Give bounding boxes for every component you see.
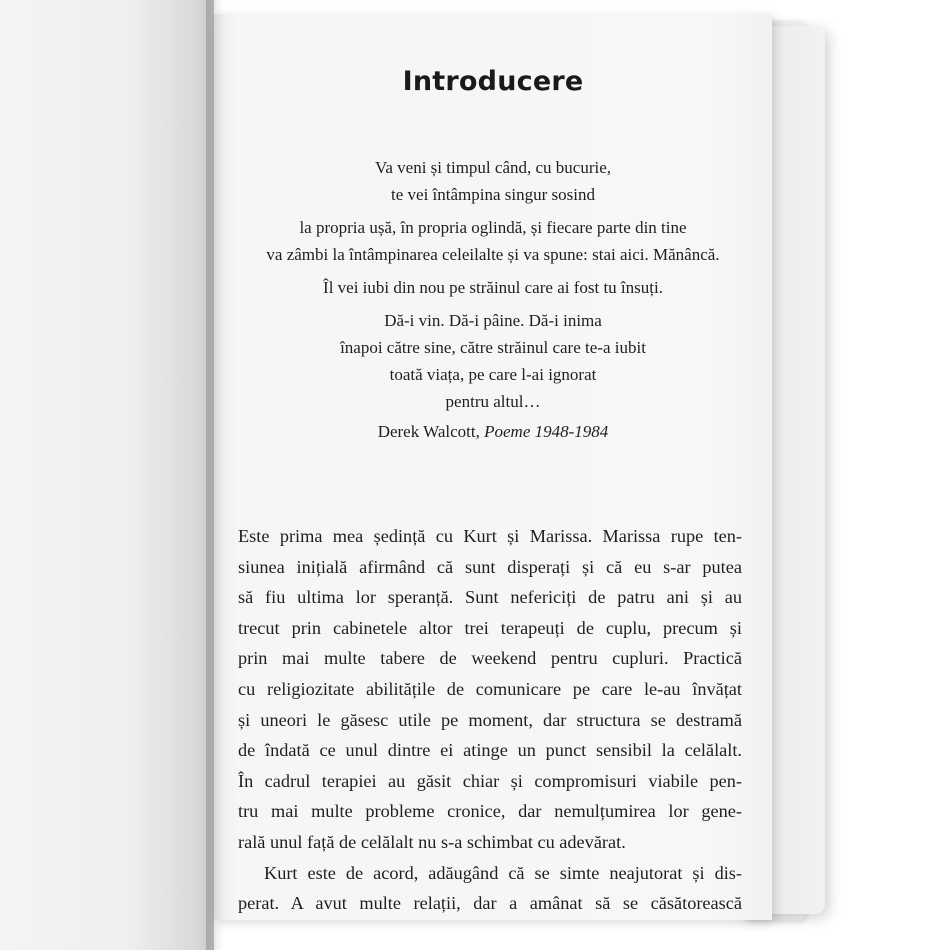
poem-line: pentru altul…: [445, 392, 541, 411]
body-line: trecut prin cabinetele altor trei terapeuți de cuplu, precum și: [238, 617, 742, 638]
poem-line: înapoi către sine, către străinul care te-a iubit: [340, 338, 646, 357]
epigraph-poem: [214, 154, 772, 445]
poem-line: Va veni și timpul când, cu bucurie,: [374, 158, 612, 177]
right-page: [214, 14, 772, 920]
poem-line: Dă-i vin. Dă-i pâine. Dă-i inima: [384, 311, 602, 330]
body-line: să fiu ultima lor speranță. Sunt nefericiți de patru ani și au: [238, 587, 742, 608]
body-line: În cadrul terapiei au găsit chiar și compromisuri viabile pen-: [238, 770, 742, 791]
chapter-title: Introducere: [402, 66, 584, 97]
body-line: Este prima mea ședință cu Kurt și Marissa. Marissa rupe ten-: [238, 526, 742, 546]
book-spine-shadow: [206, 0, 224, 950]
attribution-work: Poeme 1948-1984: [484, 422, 609, 441]
body-line: Kurt este de acord, adăugând că se simte neajutorat și dis-: [264, 862, 742, 883]
poem-line: va zâmbi la întâmpinarea celeilalte și va spune: stai aici. Mănâncă.: [266, 245, 720, 264]
body-line: perat. A avut multe relații, dar a amânat să se căsătorească: [238, 893, 742, 914]
poem-attribution: [214, 418, 772, 445]
body-line: siunea inițială afirmând că sunt disperați și că eu s-ar putea: [238, 556, 742, 577]
left-page: [0, 0, 214, 950]
body-line: rală unul față de celălalt nu s-a schimbat cu adevărat.: [238, 831, 626, 852]
body-line: și uneori le găsesc utile pe moment, dar structura se destramă: [238, 709, 742, 730]
poem-line: la propria ușă, în propria oglindă, și fiecare parte din tine: [299, 218, 687, 237]
body-line: de îndată ce unul dintre ei atinge un punct sensibil la celălalt.: [238, 740, 742, 761]
poem-line: toată viața, pe care l-ai ignorat: [389, 365, 597, 384]
body-text: [238, 521, 742, 919]
body-line: tru mai multe probleme cronice, dar nemulțumirea lor gene-: [238, 801, 742, 822]
body-line: cu religiozitate abilitățile de comunicare pe care le-au învățat: [238, 678, 742, 699]
poem-line: Îl vei iubi din nou pe străinul care ai fost tu însuți.: [323, 278, 663, 297]
body-line: prin mai multe tabere de weekend pentru cupluri. Practică: [238, 648, 742, 669]
poem-line: te vei întâmpina singur sosind: [391, 185, 595, 204]
attribution-author: Derek Walcott,: [377, 422, 485, 441]
